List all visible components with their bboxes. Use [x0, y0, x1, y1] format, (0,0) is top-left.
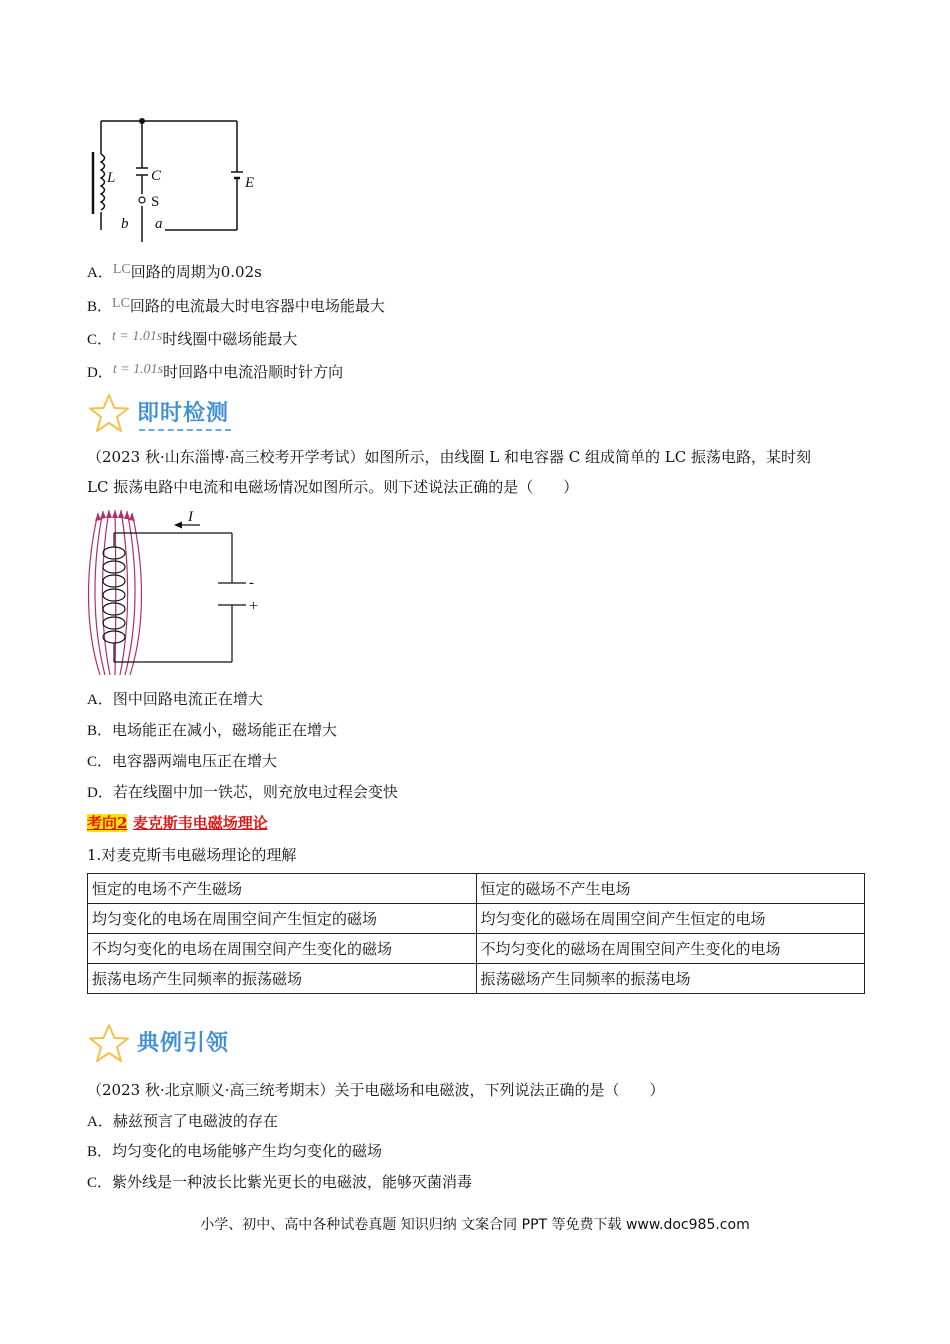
section-title: 典例引领 — [137, 1031, 230, 1056]
section-heading-instant-check — [87, 392, 287, 436]
page-footer: 小学、初中、高中各种试卷真题 知识归纳 文案合同 PPT 等免费下载 www.doc985.com — [200, 1217, 750, 1233]
table-row — [88, 964, 865, 994]
capacitor-label: C — [151, 168, 162, 184]
terminal-b-label: b — [121, 216, 129, 232]
lc-switch-circuit-diagram — [85, 112, 275, 247]
table-cell: 不均匀变化的电场在周围空间产生变化的磁场 — [88, 934, 477, 964]
q2-stem-line1: （2023 秋·山东淄博·高三校考开学考试）如图所示，由线圈 L 和电容器 C 组成简单的 LC 振荡电路，某时刻 — [87, 448, 811, 466]
current-label: I — [188, 509, 193, 525]
q2-option-a[interactable]: A．图中回路电流正在增大 — [87, 690, 263, 708]
q1-option-d[interactable]: D．t = 1.01s时回路中电流沿顺时针方向 — [87, 362, 344, 381]
theory-table — [87, 873, 865, 994]
kaoxiang-heading — [87, 813, 268, 833]
kaoxiang-number: 2 — [117, 814, 128, 832]
q3-option-a[interactable]: A．赫兹预言了电磁波的存在 — [87, 1112, 278, 1130]
capacitor-minus-label: - — [249, 575, 254, 591]
section-heading-typical-example — [87, 1022, 287, 1066]
kaoxiang-prefix: 考向 — [87, 814, 118, 832]
capacitor-plus-label: + — [249, 598, 259, 615]
q2-option-b[interactable]: B．电场能正在减小，磁场能正在增大 — [87, 721, 338, 739]
section-underline — [139, 429, 231, 431]
table-cell: 恒定的磁场不产生电场 — [476, 874, 865, 904]
q3-stem: （2023 秋·北京顺义·高三统考期末）关于电磁场和电磁波，下列说法正确的是（ ） — [87, 1081, 665, 1099]
kaoxiang-title: 麦克斯韦电磁场理论 — [132, 814, 268, 832]
table-cell: 振荡磁场产生同频率的振荡电场 — [476, 964, 865, 994]
table-row — [88, 934, 865, 964]
star-icon — [87, 1022, 131, 1066]
inductor-label: L — [107, 170, 116, 186]
table-cell: 不均匀变化的磁场在周围空间产生变化的电场 — [476, 934, 865, 964]
q2-stem-line2: LC 振荡电路中电流和电磁场情况如图所示。则下述说法正确的是（ ） — [87, 478, 579, 496]
terminal-a-label: a — [155, 216, 163, 232]
star-icon — [87, 392, 131, 436]
q2-option-c[interactable]: C．电容器两端电压正在增大 — [87, 752, 278, 770]
battery-label: E — [245, 175, 255, 191]
table-cell: 恒定的电场不产生磁场 — [88, 874, 477, 904]
table-row — [88, 874, 865, 904]
table-cell: 均匀变化的磁场在周围空间产生恒定的电场 — [476, 904, 865, 934]
table-row — [88, 904, 865, 934]
q1-option-b[interactable]: B．LC回路的电流最大时电容器中电场能最大 — [87, 296, 385, 315]
section-title: 即时检测 — [137, 401, 230, 426]
q2-option-d[interactable]: D．若在线圈中加一铁芯，则充放电过程会变快 — [87, 783, 398, 801]
theory-intro: 1.对麦克斯韦电磁场理论的理解 — [87, 846, 297, 864]
table-cell: 均匀变化的电场在周围空间产生恒定的磁场 — [88, 904, 477, 934]
q1-option-a[interactable]: A．LC回路的周期为0.02s — [87, 262, 262, 281]
q3-option-c[interactable]: C．紫外线是一种波长比紫光更长的电磁波，能够灭菌消毒 — [87, 1173, 473, 1191]
lc-oscillation-field-diagram — [80, 505, 280, 680]
q1-option-c[interactable]: C．t = 1.01s时线圈中磁场能最大 — [87, 329, 298, 348]
table-cell: 振荡电场产生同频率的振荡磁场 — [88, 964, 477, 994]
switch-label: S — [151, 194, 160, 210]
q3-option-b[interactable]: B．均匀变化的电场能够产生均匀变化的磁场 — [87, 1142, 383, 1160]
